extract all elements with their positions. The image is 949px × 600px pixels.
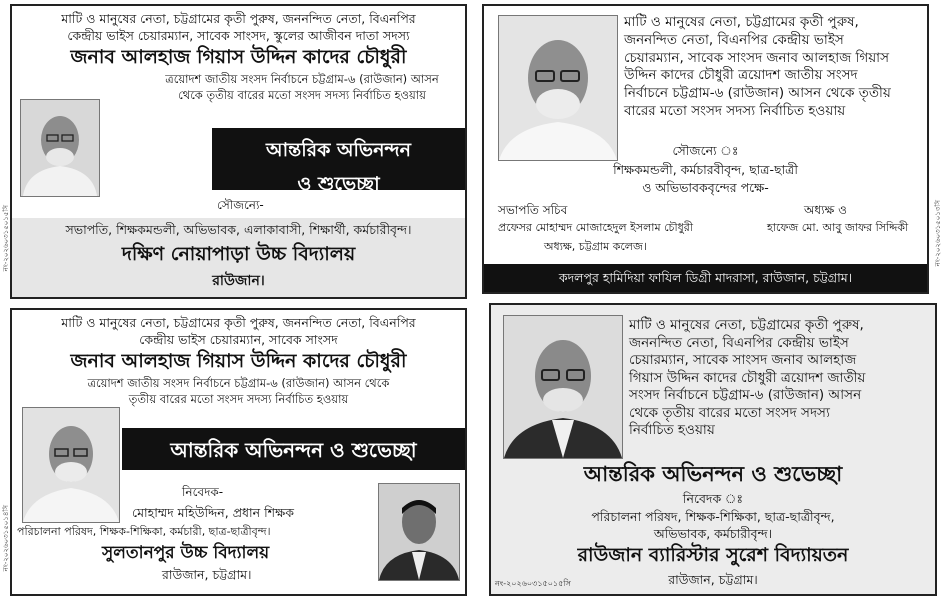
- ad2-body-text: [624, 14, 924, 121]
- ad4-submitter-label: নিবেদক ঃ: [682, 491, 744, 506]
- ad4-reference-number: নং-২০২৬০৩১৫০১৫সি: [495, 579, 571, 588]
- ad2-members-line2: ও অভিভাবকবৃন্দের পক্ষে-: [642, 180, 769, 195]
- ad2-right-signatory-name: হাফেজ মো. আবু জাফর সিদ্দিকী: [767, 221, 909, 234]
- ad4-body-text: [629, 317, 934, 440]
- ad4-body-line: সংসদ নির্বাচনে চট্টগ্রাম-৬ (রাউজান) আসন: [629, 387, 862, 404]
- ad3-leader-name: জনাব আলহাজ গিয়াস উদ্দিন কাদের চৌধুরী: [70, 350, 407, 372]
- ad1-leader-name: জনাব আলহাজ গিয়াস উদ্দিন কাদের চৌধুরী: [70, 46, 407, 68]
- ad4-body-line: থেকে তৃতীয় বারের মতো সংসদ সদস্য: [629, 404, 830, 421]
- ad1-members: সভাপতি, শিক্ষকমন্ডলী, অভিভাবক, এলাকাবাসী, শিক্ষার্থী, কর্মচারীবৃন্দ।: [65, 222, 412, 237]
- ad1-detail-line2: থেকে তৃতীয় বারের মতো সংসদ সদস্য নির্বাচিত হওয়ায়: [178, 88, 426, 102]
- ad2-institution-name: কদলপুর হামিদিয়া ফাযিল ডিগ্রী মাদরাসা, রাউজান, চট্টগ্রাম।: [558, 270, 853, 285]
- ad4-body-line: চেয়ারম্যান, সাবেক সাংসদ জনাব আলহাজ: [629, 352, 857, 369]
- ad4-greeting: আন্তরিক অভিনন্দন ও শুভেচ্ছা: [583, 462, 843, 486]
- ad4-leader-photo: [503, 315, 623, 459]
- ad3-detail-line1: ত্রয়োদশ জাতীয় সংসদ নির্বাচনে চট্টগ্রাম-৬ (রাউজান) আসন থেকে: [87, 376, 390, 390]
- ad2-body-line: নির্বাচনে চট্টগ্রাম-৬ (রাউজান) আসন থেকে তৃতীয়: [624, 85, 891, 102]
- ad-kadalpur-madrasa: [482, 4, 929, 294]
- ad4-body-line: জননন্দিত নেতা, বিএনপির কেন্দ্রীয় ভাইস: [629, 334, 849, 351]
- ad2-body-line: উদ্দিন কাদের চৌধুরী ত্রয়োদশ জাতীয় সংসদ: [624, 67, 858, 84]
- ad-raozan-barrister-suresh: [489, 303, 937, 596]
- ad2-reference-number: নং-২০২৬০৩১৫০১৩সি: [934, 200, 942, 267]
- ad4-members-line2: অভিভাবক, কর্মচারীবৃন্দ।: [653, 526, 773, 541]
- ad2-footer-banner: [484, 264, 927, 292]
- ad3-leader-photo: [22, 407, 120, 523]
- ad-sultanpur-school: [10, 308, 467, 596]
- ad1-reference-number: নং-২০২৬০৩১৫০১৫সি: [2, 205, 10, 272]
- ad3-reference-number: নং-২০২৬০৩১৫০১৪সি: [2, 505, 10, 572]
- ad3-members: পরিচালনা পরিষদ, শিক্ষক-শিক্ষিকা, কর্মচারী, ছাত্র-ছাত্রীবৃন্দ।: [17, 525, 271, 538]
- ad1-intro-line1: মাটি ও মানুষের নেতা, চট্টগ্রামের কৃতী পুরুষ, জননন্দিত নেতা, বিএনপির: [61, 11, 416, 26]
- ad2-leader-photo: [498, 15, 618, 161]
- ad2-body-line: জননন্দিত নেতা, বিএনপির কেন্দ্রীয় ভাইস: [624, 31, 844, 48]
- ad2-body-line: বারের মতো সংসদ সদস্য নির্বাচিত হওয়ায়: [624, 103, 846, 120]
- ad1-intro-line2: কেন্দ্রীয় ভাইস চেয়ারম্যান, সাবেক সাংসদ, স্কুলের আজীবন দাতা সদস্য: [67, 28, 410, 43]
- ad2-body-line: মাটি ও মানুষের নেতা, চট্টগ্রামের কৃতী পুরুষ,: [624, 14, 859, 30]
- ad2-members-line1: শিক্ষকমন্ডলী, কর্মচারবীবৃন্দ, ছাত্র-ছাত্রী: [613, 162, 798, 177]
- ad1-leader-photo: [20, 99, 100, 197]
- ad4-place: রাউজান, চট্টগ্রাম।: [668, 572, 758, 587]
- ad3-headmaster: মোহাম্মদ মহিউদ্দিন, প্রধান শিক্ষক: [132, 505, 294, 520]
- ad1-place: রাউজান।: [212, 273, 265, 289]
- ad3-greeting: আন্তরিক অভিনন্দন ও শুভেচ্ছা: [170, 438, 417, 462]
- ad1-greeting-banner: [212, 128, 465, 195]
- ad2-courtesy-label: সৌজন্যে ঃ: [672, 143, 739, 158]
- ad1-greeting-line2: ও শুভেচ্ছা: [297, 173, 380, 195]
- ad3-intro-line2: কেন্দ্রীয় ভাইস চেয়ারম্যান, সাবেক সাংসদ: [139, 332, 338, 347]
- ad3-greeting-banner: [122, 428, 465, 470]
- ad3-headmaster-photo: [378, 483, 460, 581]
- ad3-school-name: সুলতানপুর উচ্চ বিদ্যালয়: [102, 543, 270, 563]
- ad3-place: রাউজান, চট্টগ্রাম।: [162, 567, 252, 582]
- ad4-body-line: নির্বাচিত হওয়ায়: [629, 422, 715, 439]
- ad4-body-line: মাটি ও মানুষের নেতা, চট্টগ্রামের কৃতী পুরুষ,: [629, 317, 864, 333]
- ad3-detail-line2: তৃতীয় বারের মতো সংসদ সদস্য নির্বাচিত হওয়ায়: [128, 392, 349, 406]
- ad-dakshin-noapara: [10, 4, 467, 299]
- ad2-left-signatory-title: সভাপতি সচিব: [498, 203, 568, 217]
- ad3-submitter-label: নিবেদক-: [182, 485, 224, 499]
- ad2-left-signatory-role: অধ্যক্ষ, চট্টগ্রাম কলেজ।: [544, 240, 647, 253]
- ad1-courtesy-label: সৌজন্যে-: [217, 198, 264, 212]
- ad2-body-line: চেয়ারম্যান, সাবেক সাংসদ জনাব আলহাজ গিয়াস: [624, 49, 890, 66]
- ad4-body-line: গিয়াস উদ্দিন কাদের চৌধুরী ত্রয়োদশ জাতীয়: [629, 369, 866, 386]
- ad4-members-line1: পরিচালনা পরিষদ, শিক্ষক-শিক্ষিকা, ছাত্র-ছাত্রীবৃন্দ,: [591, 509, 835, 524]
- ad1-footer-block: [12, 218, 465, 297]
- ad1-detail-line1: ত্রয়োদশ জাতীয় সংসদ নির্বাচনে চট্টগ্রাম-৬ (রাউজান) আসন: [165, 72, 439, 86]
- ad3-intro-line1: মাটি ও মানুষের নেতা, চট্টগ্রামের কৃতী পুরুষ, জননন্দিত নেতা, বিএনপির: [61, 315, 416, 330]
- ad2-left-signatory-name: প্রফেসর মোহাম্মদ মোজাহেদুল ইসলাম চৌধুরী: [498, 221, 694, 234]
- ad2-right-signatory-title: অধ্যক্ষ ও: [804, 203, 847, 217]
- ad4-school-name: রাউজান ব্যারিস্টার সুরেশ বিদ্যায়তন: [577, 544, 849, 566]
- ad1-school-name: দক্ষিণ নোয়াপাড়া উচ্চ বিদ্যালয়: [121, 243, 356, 265]
- ad1-greeting-line1: আন্তরিক অভিনন্দন: [265, 139, 412, 161]
